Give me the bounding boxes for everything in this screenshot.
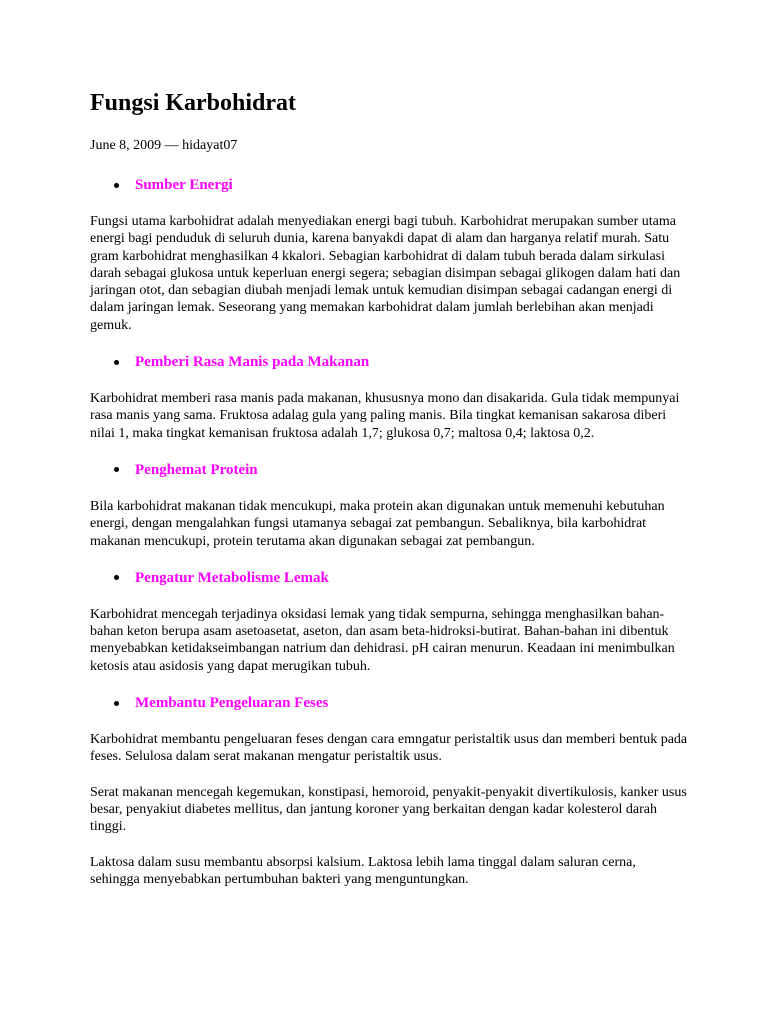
- bullet-icon: [114, 575, 119, 580]
- section-paragraph: Bila karbohidrat makanan tidak mencukupi, maka protein akan digunakan untuk memenuhi kebutuhan energi, dengan mengalahkan fungsi utamanya sebagai zat pembangun. Sebaliknya, bila karbohidrat makanan mencukupi, protein terutama akan digunakan sebagai zat pembangun.: [90, 498, 665, 549]
- bullet-icon: [114, 701, 119, 706]
- section-heading-pemberi-rasa-manis: [90, 352, 688, 372]
- section-heading-label: Membantu Pengeluaran Feses: [135, 695, 329, 712]
- section-heading-pengatur-metabolisme-lemak: [90, 568, 688, 588]
- section-heading-label: Penghemat Protein: [135, 461, 258, 478]
- section-paragraph: Karbohidrat memberi rasa manis pada makanan, khususnya mono dan disakarida. Gula tidak mempunyai rasa manis yang sama. Fruktosa adalag gula yang paling manis. Bila tingkat kemanisan sakarosa diberi nilai 1, maka tingkat kemanisan fruktosa adalah 1,7; glukosa 0,7; maltosa 0,4; laktosa 0,2.: [90, 391, 680, 441]
- section-paragraph: Karbohidrat membantu pengeluaran feses dengan cara emngatur peristaltik usus dan memberi bentuk pada feses. Selulosa dalam serat makanan mengatur peristaltik usus.: [90, 732, 688, 765]
- section-heading-label: Pengatur Metabolisme Lemak: [135, 569, 329, 586]
- section-heading-sumber-energi: [90, 175, 688, 195]
- section-paragraph: Serat makanan mencegah kegemukan, konstipasi, hemoroid, penyakit-penyakit divertikulosis, kanker usus besar, penyakiut diabetes mellitus, dan jantung koroner yang berkaitan dengan kadar kolesterol darah tinggi.: [90, 784, 687, 835]
- bullet-icon: [114, 467, 119, 472]
- section-paragraph: Karbohidrat mencegah terjadinya oksidasi lemak yang tidak sempurna, sehingga menghasilkan bahan-bahan keton berupa asam asetoasetat, aseton, dan asam beta-hidroksi-butirat. Bahan-bahan ini dibentuk menyebabkan ketidakseimbangan natrium dan dehidrasi. pH cairan menurun. Keadaan ini menimbulkan ketosis atau asidosis yang dapat merugikan tubuh.: [90, 606, 675, 674]
- bullet-icon: [114, 183, 119, 188]
- section-paragraph: Fungsi utama karbohidrat adalah menyediakan energi bagi tubuh. Karbohidrat merupakan sumber utama energi bagi penduduk di seluruh dunia, karena banyakdi dapat di alam dan harganya relatif murah. Satu gram karbohidrat menghasilkan 4 kkalori. Sebagian karbohidrat di dalam tubuh berada dalam sirkulasi darah sebagai glukosa untuk keperluan energi segera; sebagian disimpan sebagai glikogen dalam hati dan jaringan otot, dan sebagian diubah menjadi lemak untuk kemudian disimpan sebagai cadangan energi di dalam jaringan lemak. Seseorang yang memakan karbohidrat dalam jumlah berlebihan akan menjadi gemuk.: [90, 214, 681, 333]
- section-heading-penghemat-protein: [90, 460, 688, 480]
- section-heading-label: Sumber Energi: [135, 177, 233, 193]
- section-heading-label: Pemberi Rasa Manis pada Makanan: [135, 354, 370, 371]
- page-title: Fungsi Karbohidrat: [90, 90, 297, 116]
- post-meta: June 8, 2009 — hidayat07: [90, 138, 238, 153]
- bullet-icon: [114, 360, 119, 365]
- section-heading-membantu-pengeluaran-feses: [90, 693, 688, 713]
- section-paragraph: Laktosa dalam susu membantu absorpsi kalsium. Laktosa lebih lama tinggal dalam saluran cerna, sehingga menyebabkan pertumbuhan bakteri yang menguntungkan.: [90, 854, 636, 887]
